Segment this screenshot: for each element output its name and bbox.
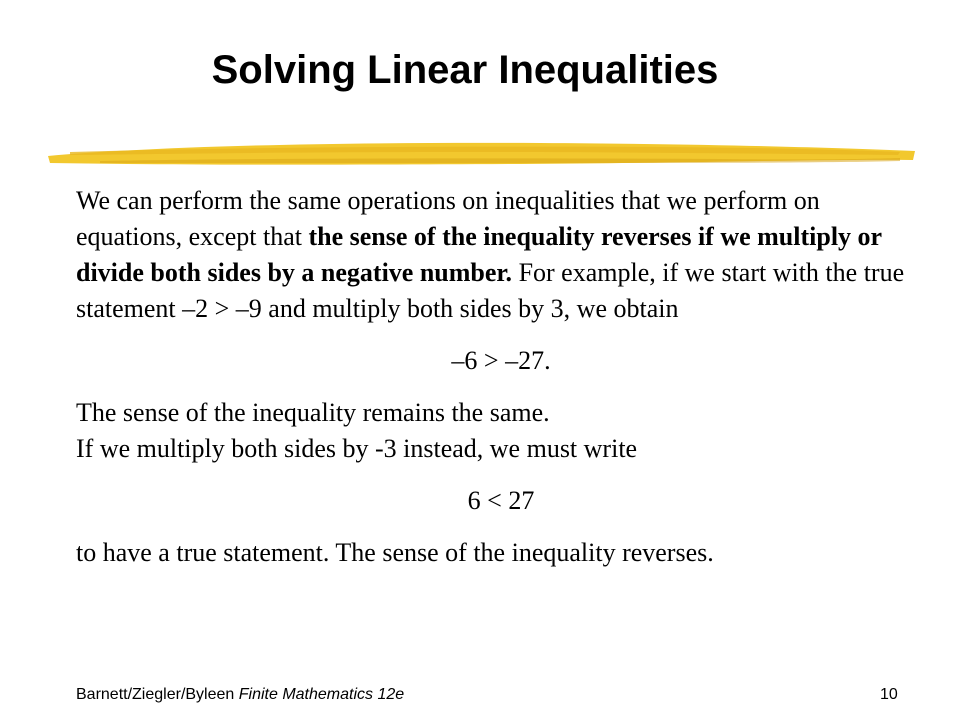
- equation-result-1: –6 > –27.: [451, 346, 551, 375]
- paragraph-operations: [76, 183, 926, 327]
- page-number: 10: [880, 686, 898, 703]
- equation-result-2: 6 < 27: [467, 486, 535, 515]
- footer-authors: Barnett/Ziegler/Byleen: [76, 686, 239, 703]
- paragraph-text: For example, if we start with the true statement –2 > –9 and multiply both sides by 3, we obtain: [76, 258, 905, 323]
- slide-title: Solving Linear Inequalities: [211, 48, 719, 92]
- slide-body: [76, 183, 926, 571]
- footer-citation: [76, 686, 404, 704]
- line-sense-same: The sense of the inequality remains the same.: [76, 398, 550, 427]
- key-rule-bold: the sense of the inequality reverses if we multiply or divide both sides by a negative number.: [76, 222, 882, 287]
- title-underline-brushstroke: [40, 134, 920, 174]
- paragraph-sense-same: [76, 395, 926, 467]
- paragraph-sense-reverses: to have a true statement. The sense of the inequality reverses.: [76, 538, 714, 567]
- line-multiply-negative: If we multiply both sides by -3 instead, we must write: [76, 434, 638, 463]
- footer-book-title: Finite Mathematics 12e: [238, 686, 405, 703]
- paragraph-text: We can perform the same operations on inequalities that we perform on equations, except that: [76, 186, 820, 251]
